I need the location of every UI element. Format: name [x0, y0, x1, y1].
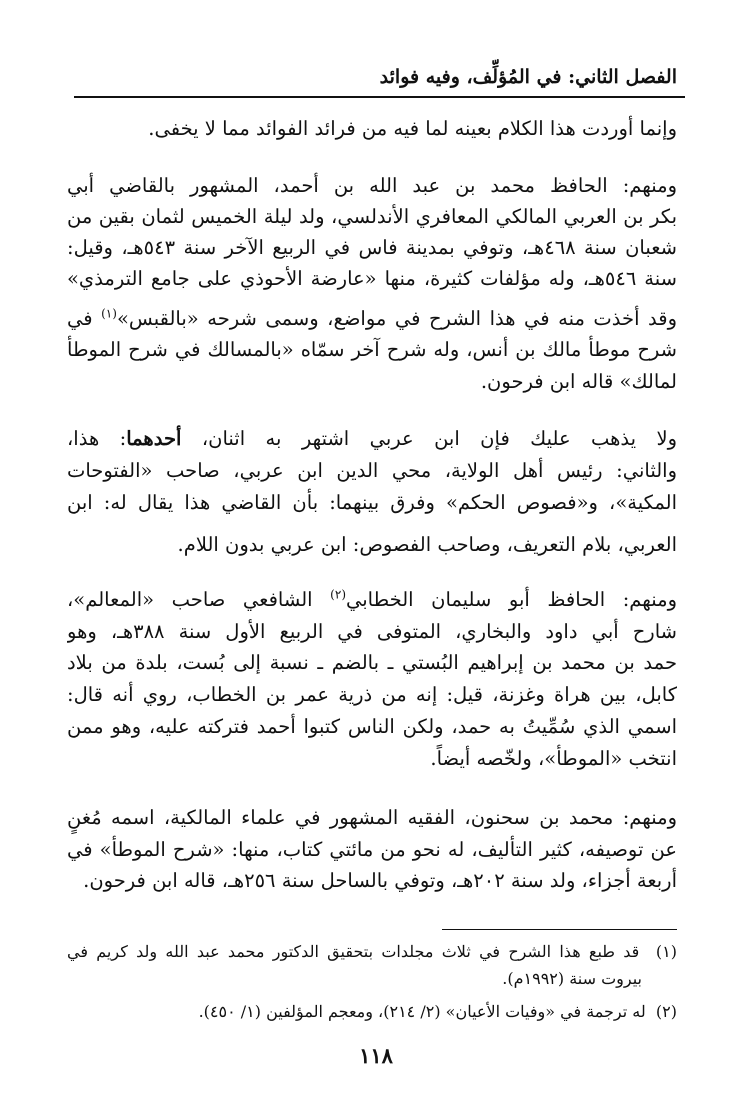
chapter-header: الفصل الثاني: في المُؤلِّف، وفيه فوائد [379, 66, 677, 88]
line-text: ومنهم: الحافظ أبو سليمان الخطابي [346, 588, 677, 611]
line-tail: في [67, 307, 93, 330]
page-number: ١١٨ [359, 1043, 393, 1068]
footnote-number: (٢) [655, 1002, 677, 1021]
text-line: والثاني: رئيس أهل الولاية، محي الدين ابن عربي، صاحب «الفتوحات [67, 459, 677, 482]
line-tail: الشافعي صاحب «المعالم»، [67, 588, 313, 611]
text-line: كابل، بين هراة وغزنة، قيل: إنه من ذرية عمر بن الخطاب، روي أنه قال: [67, 683, 677, 706]
footnote-number: (١) [655, 942, 677, 961]
text-line [67, 304, 677, 336]
text-line: عن توصيفه، كثير التأليف، له نحو من مائتي كتاب، منها: «شرح الموطأ» في [67, 838, 677, 861]
text-line: شارح أبي داود والبخاري، المتوفى في الربيع الأول سنة ٣٨٨هـ، وهو [67, 620, 677, 643]
line-text: وقد أخذت منه في هذا الشرح في مواضع، وسمى شرحه «بالقبس» [116, 307, 677, 330]
footnote-text: له ترجمة في «وفيات الأعيان» (٢/ ٢١٤)، ومعجم المؤلفين (١/ ٤٥٠). [198, 1002, 646, 1021]
text-line [67, 424, 677, 456]
text-line: لمالك» قاله ابن فرحون. [480, 370, 677, 393]
bold-term: أحدهما [126, 427, 182, 450]
text-line [67, 585, 677, 617]
text-line: شعبان سنة ٤٦٨هـ، وتوفي بمدينة فاس في الربيع الآخر سنة ٥٤٣هـ، وقيل: [67, 236, 677, 259]
text-line: أربعة أجزاء، ولد سنة ٢٠٢هـ، وتوفي بالساحل سنة ٢٥٦هـ، قاله ابن فرحون. [83, 869, 677, 892]
text-line: شرح موطأ مالك بن أنس، وله شرح آخر سمّاه «بالمسالك في شرح الموطأ [67, 338, 677, 361]
text-line: وإنما أوردت هذا الكلام بعينه لما فيه من فرائد الفوائد مما لا يخفى. [148, 117, 677, 140]
footnote-ref-1[interactable]: (١) [101, 306, 117, 321]
footnote-line [67, 939, 677, 967]
text-line: ومنهم: محمد بن سحنون، الفقيه المشهور في علماء المالكية، اسمه مُغنٍ [67, 806, 677, 829]
text-line: انتخب «الموطأ»، ولخّصه أيضاً. [430, 747, 677, 770]
footnote-line: بيروت سنة (١٩٩٢م). [502, 969, 642, 988]
text-line: سنة ٥٤٦هـ، وله مؤلفات كثيرة، منها «عارضة الأحوذي على جامع الترمذي» [67, 267, 677, 290]
text-line: العربي، بلام التعريف، وصاحب الفصوص: ابن عربي بدون اللام. [177, 533, 677, 556]
footnote-line [67, 999, 677, 1027]
footnote-text: قد طبع هذا الشرح في ثلاث مجلدات بتحقيق الدكتور محمد عبد الله ولد كريم في [67, 942, 640, 961]
line-tail: : هذا، [67, 427, 127, 450]
text-line: حمد بن محمد بن إبراهيم البُستي ـ بالضم ـ نسبة إلى بُست، بلدة من بلاد [67, 651, 677, 674]
text-line: ومنهم: الحافظ محمد بن عبد الله بن أحمد، المشهور بالقاضي أبي [67, 174, 677, 197]
header-divider [74, 96, 685, 98]
footnote-ref-2[interactable]: (٢) [330, 587, 346, 602]
footnote-divider [442, 929, 677, 930]
text-line: المكية»، و«فصوص الحكم» وفرق بينهما: بأن القاضي هذا يقال له: ابن [67, 491, 677, 514]
line-text: ولا يذهب عليك فإن ابن عربي اشتهر به اثنان، [201, 427, 677, 450]
text-line: بكر بن العربي المالكي المعافري الأندلسي، ولد ليلة الخميس لثمان بقين من [67, 205, 677, 228]
text-line: اسمي الذي سُمِّيتُ به حمد، ولكن الناس كتبوا أحمد فتركته عليه، وهو ممن [67, 715, 677, 738]
